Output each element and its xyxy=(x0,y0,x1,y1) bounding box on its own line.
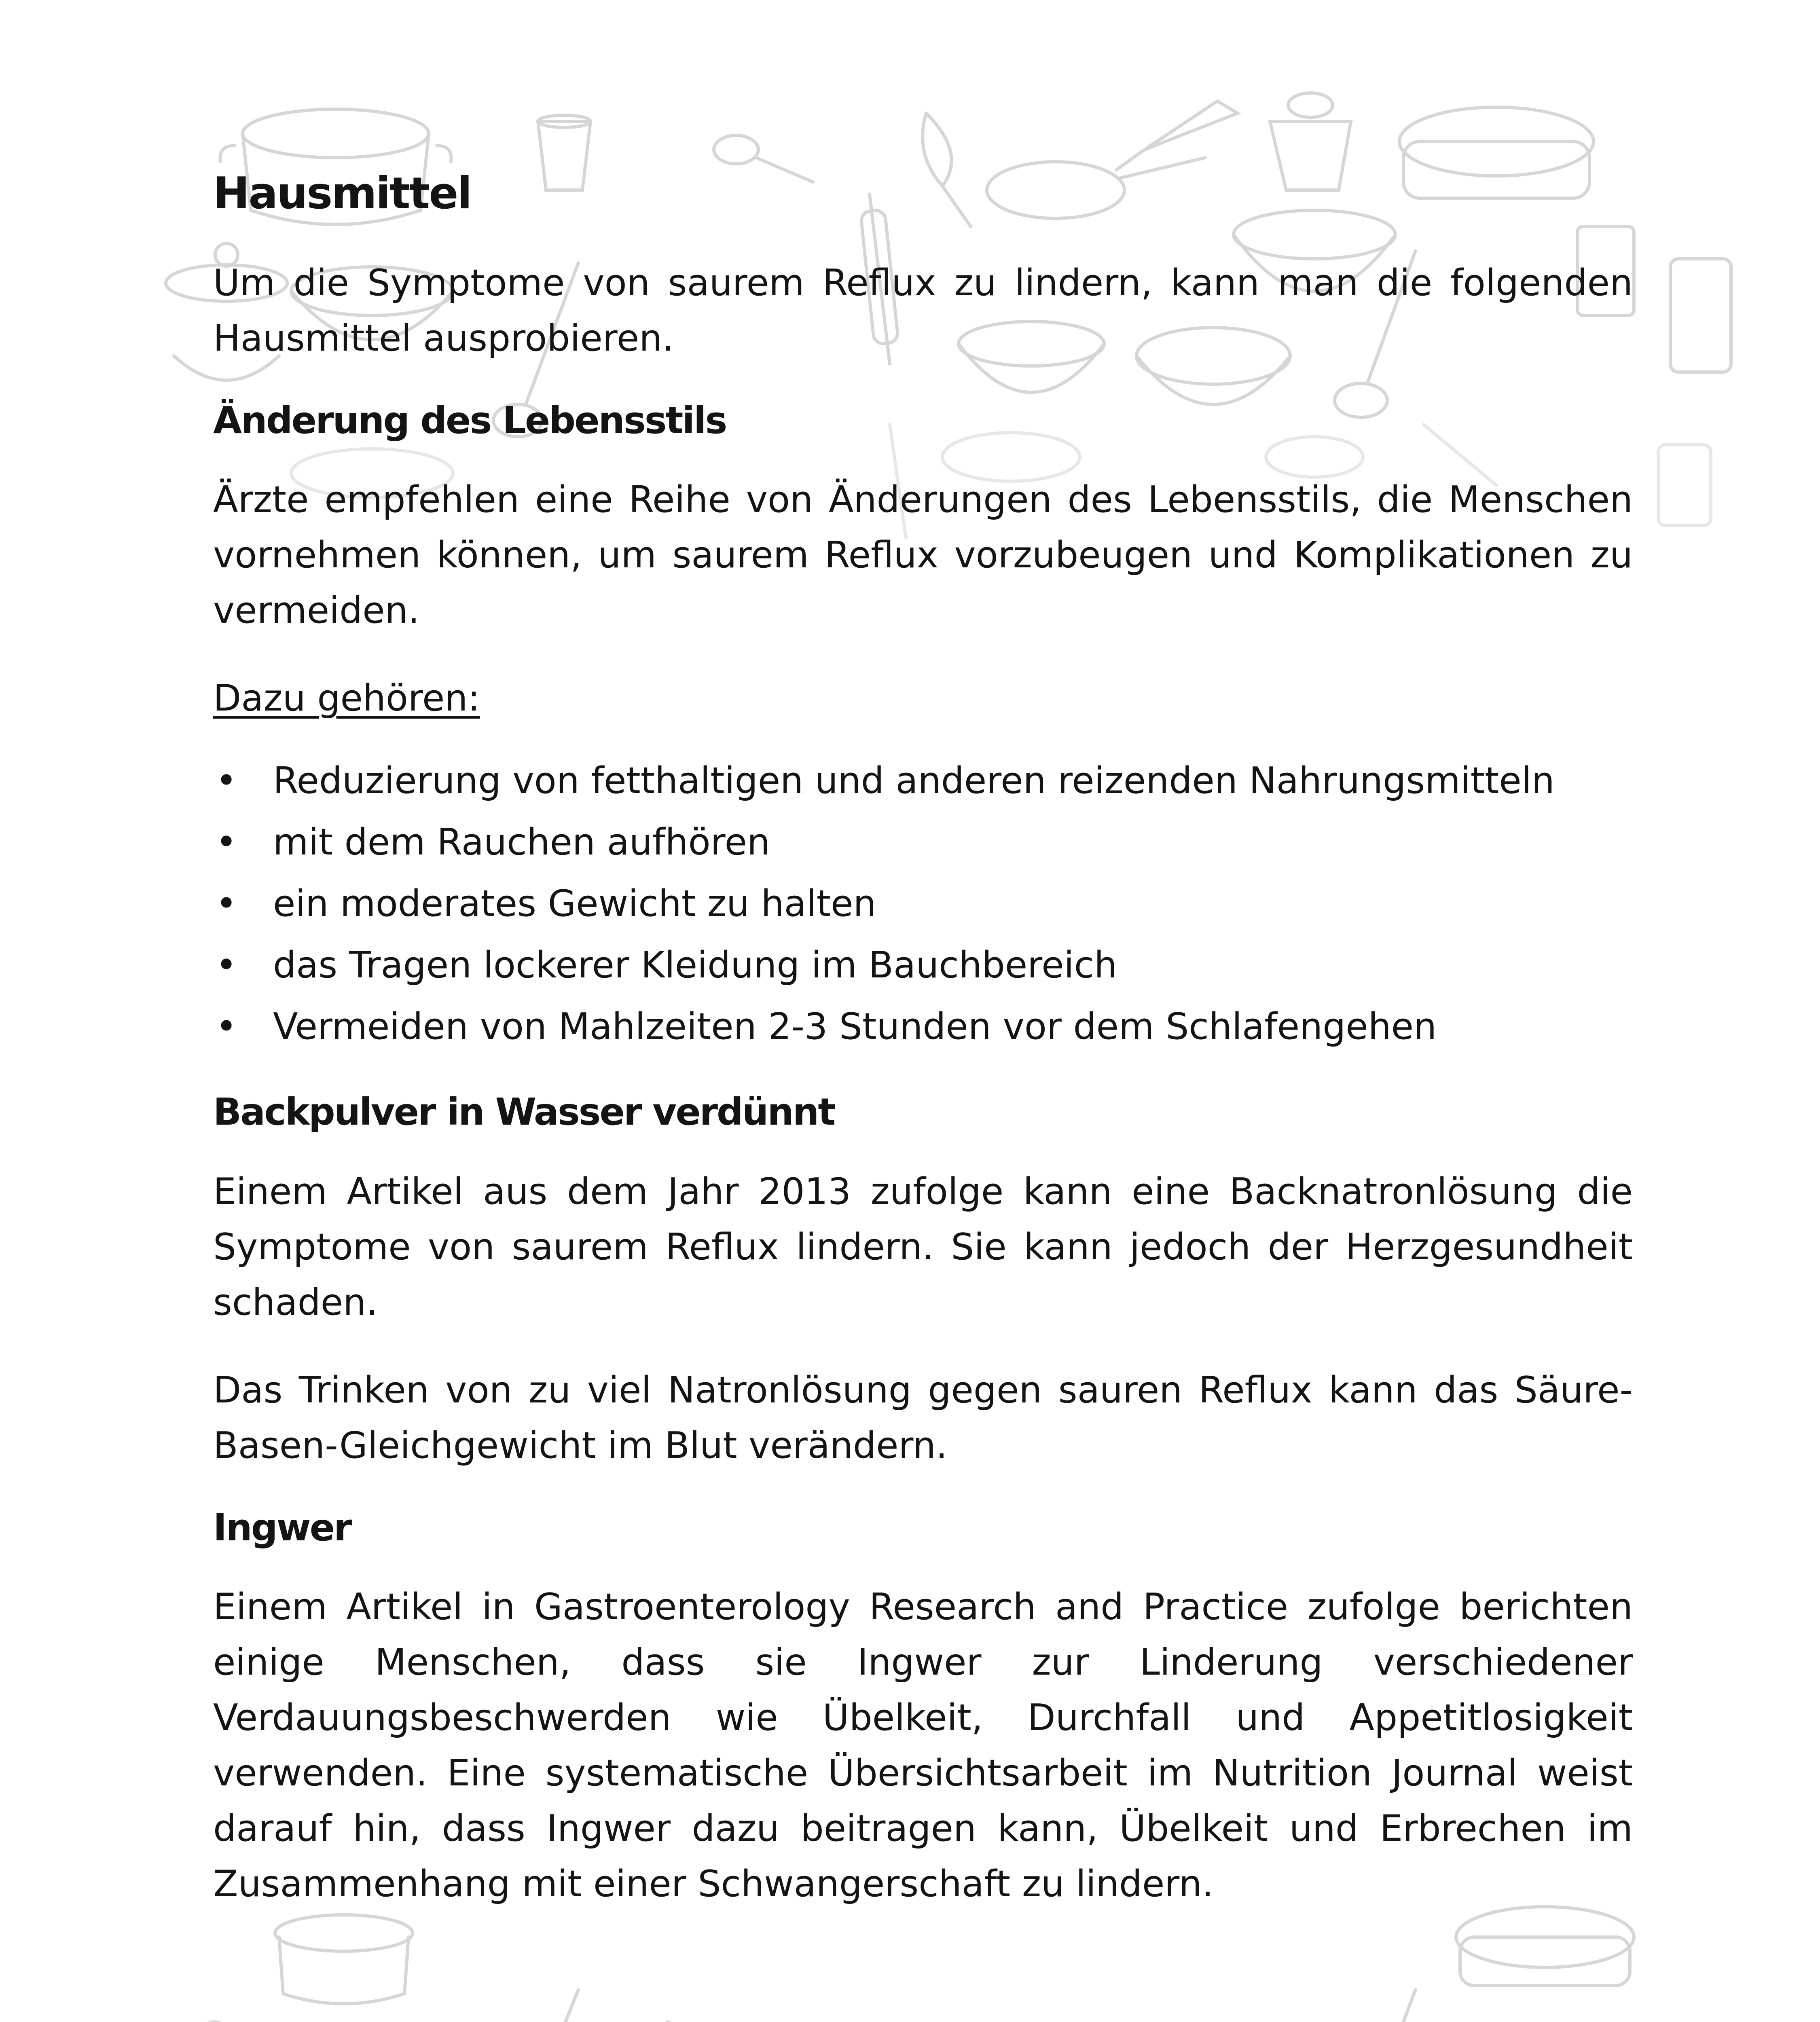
bullet-icon: • xyxy=(216,1005,237,1048)
page-title: Hausmittel xyxy=(213,168,471,219)
section-heading-lifestyle: Änderung des Lebensstils xyxy=(213,398,726,442)
list-label: Dazu gehören: xyxy=(213,677,480,720)
intro-paragraph: Um die Symptome von saurem Reflux zu lindern, kann man die folgenden Hausmittel ausprobieren. xyxy=(213,261,1633,360)
list-item-text: das Tragen lockerer Kleidung im Bauchbereich xyxy=(273,944,1117,987)
baking-soda-paragraph-1: Einem Artikel aus dem Jahr 2013 zufolge kann eine Backnatronlösung die Symptome von saurem Reflux lindern. Sie kann jedoch der Herzgesundheit schaden. xyxy=(213,1170,1633,1324)
knife-icon xyxy=(1116,101,1238,170)
list-item-text: mit dem Rauchen aufhören xyxy=(273,821,770,864)
lifestyle-list xyxy=(213,750,1633,1058)
list-item xyxy=(213,996,1633,1058)
list-item-text: ein moderates Gewicht zu halten xyxy=(273,882,876,925)
list-item-text: Reduzierung von fetthaltigen und anderen reizenden Nahrungsmitteln xyxy=(273,759,1555,802)
bullet-icon: • xyxy=(216,882,237,925)
section-heading-baking-soda: Backpulver in Wasser verdünnt xyxy=(213,1090,835,1134)
baking-soda-paragraph-2: Das Trinken von zu viel Natronlösung gegen sauren Reflux kann das Säure-Basen-Gleichgewicht im Blut verändern. xyxy=(213,1368,1633,1467)
ginger-paragraph: Einem Artikel in Gastroenterology Research and Practice zufolge berichten einige Menschen, dass sie Ingwer zur Linderung verschiedener Verdauungsbeschwerden wie Übelkeit, Durchfall und Appetitlosigkeit verwenden. Eine systematische Übersichtsarbeit im Nutrition Journal weist darauf hin, dass Ingwer dazu beitragen kann, Übelkeit und Erbrechen im Zusammenhang mit einer Schwangerschaft zu lindern. xyxy=(213,1585,1633,1905)
ladle-icon-bottom xyxy=(481,1990,1416,2022)
section-heading-ginger: Ingwer xyxy=(213,1506,351,1549)
bullet-icon: • xyxy=(216,944,237,987)
lifestyle-paragraph: Ärzte empfehlen eine Reihe von Änderungen des Lebensstils, die Menschen vornehmen können, um saurem Reflux vorzubeugen und Komplikationen zu vermeiden. xyxy=(213,478,1633,632)
list-item xyxy=(213,935,1633,996)
document-body xyxy=(213,170,1633,1944)
list-item xyxy=(213,873,1633,935)
bullet-icon: • xyxy=(216,759,237,802)
list-item xyxy=(213,812,1633,873)
bullet-icon: • xyxy=(216,821,237,864)
list-item-text: Vermeiden von Mahlzeiten 2-3 Stunden vor dem Schlafengehen xyxy=(273,1005,1437,1048)
list-item xyxy=(213,750,1633,812)
